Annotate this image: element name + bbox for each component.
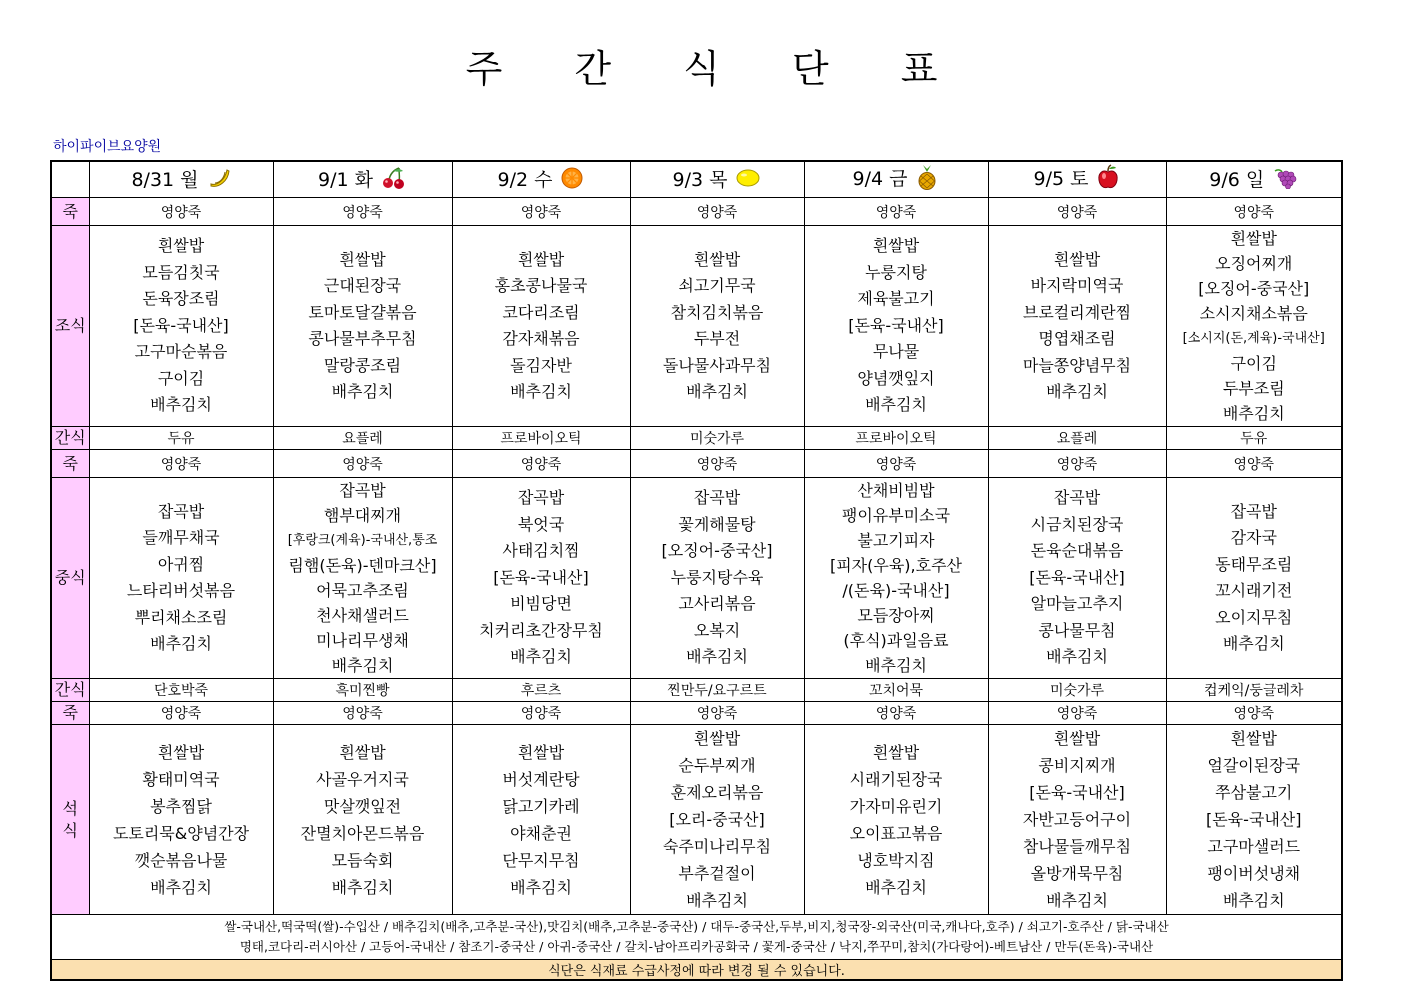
- menu-item: 햄부대찌개: [323, 506, 402, 525]
- dinner-menu-cell: [988, 725, 1166, 915]
- porridge-cell: 영양죽: [804, 450, 988, 478]
- pineapple-icon: [915, 164, 939, 195]
- menu-item: 잡곡밥: [1230, 501, 1277, 521]
- day-name: 토: [1070, 168, 1091, 190]
- menu-item: 누룽지탕: [865, 262, 927, 282]
- menu-item: 냉호박지짐: [857, 850, 935, 870]
- menu-item: 배추김치: [331, 877, 394, 897]
- porridge-cell: 영양죽: [804, 702, 988, 725]
- day-header: [630, 161, 804, 198]
- menu-item: [돈육-국내산]: [848, 315, 944, 335]
- porridge-cell: 영양죽: [630, 198, 804, 226]
- apple-icon: [1096, 164, 1120, 195]
- snack-cell: 두유: [1166, 427, 1342, 450]
- menu-item: 고구마샐러드: [1207, 837, 1301, 856]
- lunch-menu-cell: [89, 478, 273, 679]
- menu-item: 숙주미나리무침: [662, 837, 772, 856]
- snack-cell: 단호박죽: [89, 679, 273, 702]
- dinner-label-top: 석: [62, 798, 78, 818]
- menu-item: 느타리버섯볶음: [126, 581, 236, 600]
- menu-item: 감자채볶음: [502, 329, 580, 348]
- lunch-menu-cell: [804, 478, 988, 679]
- origin-note-line-1: 쌀-국내산,떡국떡(쌀)-수입산 / 배추김치(배추,고추분-국산),맛김치(배추,고추분-중국산) / 대두-중국산,두부,비지,청국장-외국산(미국,캐나다,호주) / 쇠고기-호주산 / 닭-국내산: [224, 919, 1169, 934]
- menu-item: 훈제오리볶음: [670, 783, 764, 802]
- footer-notice: 식단은 식재료 수급사정에 따라 변경 될 수 있습니다.: [51, 960, 1342, 981]
- day-name: 화: [354, 168, 375, 191]
- menu-item: 흰쌀밥: [157, 742, 205, 762]
- menu-item: 잔멸치아몬드볶음: [300, 823, 425, 843]
- menu-item: 누룽지탕수육: [670, 567, 764, 587]
- menu-item: (후식)과일음료: [843, 631, 949, 650]
- menu-item: [피자(우육),호주산: [829, 556, 962, 575]
- porridge-cell: 영양죽: [630, 450, 804, 478]
- day-date: 9/3: [672, 169, 704, 191]
- porridge-cell: 영양죽: [89, 198, 273, 226]
- dinner-row: [51, 725, 1342, 915]
- dinner-menu-cell: [1166, 725, 1342, 915]
- menu-item: 양념깻잎지: [857, 368, 935, 388]
- menu-item: 모듬장아찌: [857, 606, 935, 625]
- menu-item: 사골우거지국: [316, 769, 409, 789]
- cherry-icon: [381, 166, 407, 195]
- day-name: 수: [534, 168, 555, 191]
- porridge-cell: 영양죽: [1166, 450, 1342, 478]
- dinner-label-bottom: 식: [62, 820, 78, 840]
- day-header: [988, 161, 1166, 198]
- menu-item: 배추김치: [150, 634, 212, 653]
- lunch-menu-cell: [452, 478, 630, 679]
- menu-item: 제육불고기: [857, 289, 935, 309]
- menu-item: [오징어-중국산]: [661, 541, 773, 561]
- menu-item: 배추김치: [1046, 647, 1108, 667]
- menu-item: 두부전: [693, 329, 741, 348]
- orange-icon: [560, 166, 584, 195]
- menu-item: 도토리묵&양념간장: [112, 823, 250, 843]
- menu-item: 고구마순볶음: [134, 342, 228, 362]
- menu-item: 잡곡밥: [1053, 488, 1101, 508]
- porridge-cell: 영양죽: [452, 450, 630, 478]
- porridge-cell: 영양죽: [89, 450, 273, 478]
- menu-item: 오복지: [693, 620, 741, 640]
- menu-item: 흰쌀밥: [872, 742, 920, 762]
- row-label-porridge: 죽: [51, 702, 89, 725]
- snack-cell: 꼬치어묵: [804, 679, 988, 702]
- menu-item: 잡곡밥: [517, 488, 565, 508]
- menu-item: 바지락미역국: [1030, 276, 1124, 295]
- menu-item: 코다리조림: [502, 302, 580, 322]
- porridge-cell: 영양죽: [630, 702, 804, 725]
- menu-item: 들깨무채국: [142, 528, 220, 547]
- dinner-menu-cell: [630, 725, 804, 915]
- menu-item: 올방개묵무침: [1030, 864, 1124, 883]
- menu-item: 꽃게해물탕: [678, 514, 756, 534]
- menu-item: 배추김치: [1046, 891, 1108, 910]
- row-label-snack: 간식: [51, 679, 89, 702]
- menu-item: 콩나물무침: [1038, 620, 1116, 640]
- menu-item: 쭈삼불고기: [1215, 783, 1293, 802]
- menu-item: 콩나물부추무침: [308, 329, 417, 348]
- breakfast-menu-cell: [452, 226, 630, 427]
- menu-item: 단무지무침: [502, 850, 580, 870]
- menu-item: 배추김치: [686, 647, 748, 667]
- menu-item: [돈육-국내산]: [133, 315, 229, 335]
- snack-cell: 컵케익/둥글레차: [1166, 679, 1342, 702]
- weekly-menu-table: [50, 160, 1343, 981]
- menu-item: 토마토달걀볶음: [308, 302, 417, 322]
- organization-name: 하이파이브요양원: [53, 139, 162, 155]
- day-date: 9/5: [1033, 168, 1065, 190]
- footer-row: [51, 960, 1342, 981]
- porridge-cell: 영양죽: [1166, 198, 1342, 226]
- dinner-menu-cell: [273, 725, 452, 915]
- lunch-menu-cell: [273, 478, 452, 679]
- menu-item: [돈육-국내산]: [1029, 783, 1125, 802]
- porridge-cell: 영양죽: [452, 198, 630, 226]
- menu-item: 치커리초간장무침: [479, 620, 603, 640]
- porridge-cell: 영양죽: [804, 198, 988, 226]
- menu-item: 흰쌀밥: [1230, 229, 1277, 248]
- menu-item: 닭고기카레: [502, 796, 580, 816]
- breakfast-menu-cell: [630, 226, 804, 427]
- menu-item: 황태미역국: [142, 769, 220, 789]
- menu-item: 말랑콩조림: [323, 355, 402, 375]
- row-label-porridge: 죽: [51, 450, 89, 478]
- row-label-porridge: 죽: [51, 198, 89, 226]
- menu-item: 돌김자반: [510, 355, 572, 375]
- menu-item: 깻순볶음나물: [134, 850, 228, 870]
- dinner-menu-cell: [452, 725, 630, 915]
- menu-item: 참나물들깨무침: [1022, 837, 1132, 856]
- day-header: [804, 161, 988, 198]
- menu-item: 배추김치: [686, 382, 748, 401]
- menu-item: 어묵고추조림: [316, 581, 409, 600]
- row-label-snack: 간식: [51, 427, 89, 450]
- menu-item: 돈육순대볶음: [1030, 541, 1124, 561]
- menu-item: 오징어찌개: [1215, 254, 1293, 273]
- menu-item: 오이표고볶음: [849, 823, 943, 843]
- menu-item: 배추김치: [510, 382, 572, 401]
- row-label-lunch: 중식: [51, 478, 89, 679]
- menu-item: 돌나물사과무침: [662, 355, 772, 375]
- menu-item: 배추김치: [331, 382, 394, 401]
- day-name: 월: [180, 168, 201, 191]
- banana-icon: [207, 166, 231, 195]
- menu-item: 비빔당면: [510, 594, 572, 614]
- menu-item: [돈육-국내산]: [493, 567, 589, 587]
- menu-item: 배추김치: [1222, 891, 1285, 910]
- menu-item: 아귀찜: [157, 554, 205, 574]
- day-header-row: [51, 161, 1342, 198]
- menu-item: 산채비빔밥: [857, 481, 935, 500]
- menu-item: 고사리볶음: [678, 594, 756, 614]
- breakfast-menu-cell: [804, 226, 988, 427]
- snack-cell: 미숫가루: [630, 427, 804, 450]
- menu-item: [돈육-국내산]: [1029, 567, 1125, 587]
- menu-item: 감자국: [1230, 528, 1277, 547]
- menu-item: 쇠고기무국: [678, 276, 756, 295]
- lunch-row: [51, 478, 1342, 679]
- menu-item: 천사채샐러드: [316, 606, 409, 625]
- day-name: 금: [889, 168, 910, 190]
- day-header: [452, 161, 630, 198]
- menu-item: 꼬시래기전: [1215, 581, 1293, 600]
- menu-item: 배추김치: [1046, 382, 1108, 401]
- origin-note-line-2: 명태,코다리-러시아산 / 고등어-국내산 / 참조기-중국산 / 아귀-중국산 / 갈치-남아프리카공화국 / 꽃게-중국산 / 낙지,쭈꾸미,참치(가다랑어)-베트남산 / 만두(돈육)-국내산: [239, 939, 1154, 954]
- grape-icon: [1272, 167, 1298, 194]
- snack-cell: 찐만두/요구르트: [630, 679, 804, 702]
- menu-item: 흰쌀밥: [517, 249, 565, 269]
- menu-item: 배추김치: [150, 877, 212, 897]
- menu-item: 뿌리채소조림: [134, 607, 228, 627]
- menu-item: [오징어-중국산]: [1198, 279, 1310, 298]
- lunch-menu-cell: [1166, 478, 1342, 679]
- menu-item: [소시지(돈,계육)-국내산]: [1182, 331, 1325, 346]
- porridge-cell: 영양죽: [988, 702, 1166, 725]
- menu-item: 잡곡밥: [693, 488, 741, 508]
- porridge-cell: 영양죽: [988, 450, 1166, 478]
- corner-cell: [51, 161, 89, 198]
- menu-item: 흰쌀밥: [1053, 249, 1101, 269]
- menu-item: [후랑크(계육)-국내산,통조: [287, 533, 438, 548]
- menu-item: 무나물: [872, 342, 920, 362]
- menu-item: 소시지채소볶음: [1199, 304, 1308, 323]
- snack-cell: 흑미찐빵: [273, 679, 452, 702]
- menu-item: 배추김치: [686, 891, 748, 910]
- origin-note: [51, 915, 1342, 960]
- menu-item: 구이김: [157, 368, 205, 388]
- menu-item: 모듬숙회: [331, 850, 394, 870]
- menu-item: 자반고등어구이: [1022, 810, 1132, 829]
- menu-item: 모듬김칫국: [142, 262, 220, 282]
- dinner-menu-cell: [89, 725, 273, 915]
- breakfast-menu-cell: [1166, 226, 1342, 427]
- menu-item: 봉추찜닭: [150, 796, 212, 816]
- snack-cell: 프로바이오틱: [804, 427, 988, 450]
- menu-item: 흰쌀밥: [1053, 729, 1101, 748]
- menu-item: 흰쌀밥: [693, 729, 741, 748]
- porridge-cell: 영양죽: [89, 702, 273, 725]
- menu-item: 참치김치볶음: [670, 302, 764, 322]
- snack-cell: 두유: [89, 427, 273, 450]
- day-header: [89, 161, 273, 198]
- menu-item: 시래기된장국: [849, 769, 943, 789]
- lunch-menu-cell: [630, 478, 804, 679]
- menu-item: [오리-중국산]: [669, 810, 765, 829]
- day-date: 9/4: [852, 168, 884, 190]
- dinner-menu-cell: [804, 725, 988, 915]
- menu-item: 흰쌀밥: [339, 249, 386, 269]
- snack-cell: 미숫가루: [988, 679, 1166, 702]
- menu-item: 배추김치: [510, 647, 572, 667]
- menu-item: 가자미유린기: [849, 796, 943, 816]
- lemon-icon: [735, 167, 761, 194]
- menu-item: 명엽채조림: [1038, 329, 1116, 348]
- menu-item: 얼갈이된장국: [1207, 756, 1301, 775]
- day-date: 9/6: [1209, 169, 1240, 191]
- menu-item: 불고기피자: [857, 531, 935, 550]
- porridge-cell: 영양죽: [273, 198, 452, 226]
- menu-item: 흰쌀밥: [872, 236, 920, 256]
- menu-item: 팽이버섯냉채: [1207, 864, 1301, 883]
- row-label-dinner: [51, 725, 89, 915]
- menu-item: /(돈육)-국내산]: [842, 581, 950, 600]
- menu-item: 흰쌀밥: [157, 236, 205, 256]
- menu-item: 맛살깻잎전: [323, 796, 402, 816]
- day-header: [273, 161, 452, 198]
- day-header: [1166, 161, 1342, 198]
- snack-cell: 요플레: [273, 427, 452, 450]
- menu-item: 마늘쫑양념무침: [1022, 355, 1132, 375]
- menu-item: 두부조림: [1222, 379, 1285, 398]
- page-title: 주 간 식 단 표: [465, 47, 968, 91]
- day-date: 8/31: [131, 168, 175, 191]
- menu-item: 배추김치: [150, 395, 212, 415]
- menu-item: 배추김치: [331, 656, 394, 675]
- menu-item: 순두부찌개: [678, 756, 756, 775]
- menu-item: 흰쌀밥: [1230, 729, 1277, 748]
- menu-item: 야채춘권: [510, 823, 572, 843]
- day-name: 일: [1245, 169, 1267, 191]
- menu-item: 배추김치: [1222, 634, 1285, 653]
- origin-note-row: [51, 915, 1342, 960]
- lunch-menu-cell: [988, 478, 1166, 679]
- snack-cell: 후르츠: [452, 679, 630, 702]
- menu-item: 미나리무생채: [316, 631, 409, 650]
- morning-snack-row: [51, 427, 1342, 450]
- lunch-porridge-row: [51, 450, 1342, 478]
- menu-item: 알마늘고추지: [1030, 594, 1124, 614]
- menu-item: 배추김치: [865, 877, 927, 897]
- porridge-cell: 영양죽: [1166, 702, 1342, 725]
- menu-item: 돈육장조림: [142, 289, 220, 309]
- menu-item: 근대된장국: [323, 276, 402, 295]
- menu-item: [돈육-국내산]: [1205, 810, 1302, 829]
- menu-item: 오이지무침: [1215, 607, 1293, 627]
- menu-item: 배추김치: [1222, 404, 1285, 423]
- menu-item: 버섯계란탕: [502, 769, 580, 789]
- menu-item: 부추겉절이: [678, 864, 756, 883]
- menu-item: 구이김: [1230, 354, 1277, 373]
- menu-item: 배추김치: [865, 656, 927, 675]
- breakfast-menu-cell: [89, 226, 273, 427]
- menu-item: 잡곡밥: [157, 501, 205, 521]
- day-date: 9/2: [497, 168, 529, 191]
- menu-item: 잡곡밥: [339, 481, 386, 500]
- breakfast-menu-cell: [273, 226, 452, 427]
- menu-item: 동태무조림: [1215, 554, 1293, 574]
- row-label-breakfast: 조식: [51, 226, 89, 427]
- dinner-porridge-row: [51, 702, 1342, 725]
- menu-item: 홍초콩나물국: [494, 276, 588, 295]
- menu-item: 브로컬리계란찜: [1022, 302, 1132, 322]
- porridge-cell: 영양죽: [988, 198, 1166, 226]
- menu-item: 흰쌀밥: [693, 249, 741, 269]
- porridge-cell: 영양죽: [273, 450, 452, 478]
- breakfast-menu-cell: [988, 226, 1166, 427]
- breakfast-row: [51, 226, 1342, 427]
- menu-item: 림햄(돈육)-덴마크산]: [288, 556, 437, 575]
- menu-item: 사태김치찜: [502, 541, 580, 561]
- menu-item: 시금치된장국: [1030, 514, 1124, 534]
- porridge-cell: 영양죽: [273, 702, 452, 725]
- snack-cell: 요플레: [988, 427, 1166, 450]
- day-date: 9/1: [318, 168, 349, 191]
- menu-item: 팽이유부미소국: [841, 506, 951, 525]
- breakfast-porridge-row: [51, 198, 1342, 226]
- menu-item: 흰쌀밥: [339, 742, 386, 762]
- menu-item: 흰쌀밥: [517, 742, 565, 762]
- menu-item: 콩비지찌개: [1038, 756, 1116, 775]
- menu-item: 배추김치: [865, 395, 927, 415]
- porridge-cell: 영양죽: [452, 702, 630, 725]
- snack-cell: 프로바이오틱: [452, 427, 630, 450]
- menu-item: 북엇국: [517, 514, 565, 534]
- day-name: 목: [709, 169, 730, 191]
- afternoon-snack-row: [51, 679, 1342, 702]
- menu-item: 배추김치: [510, 877, 572, 897]
